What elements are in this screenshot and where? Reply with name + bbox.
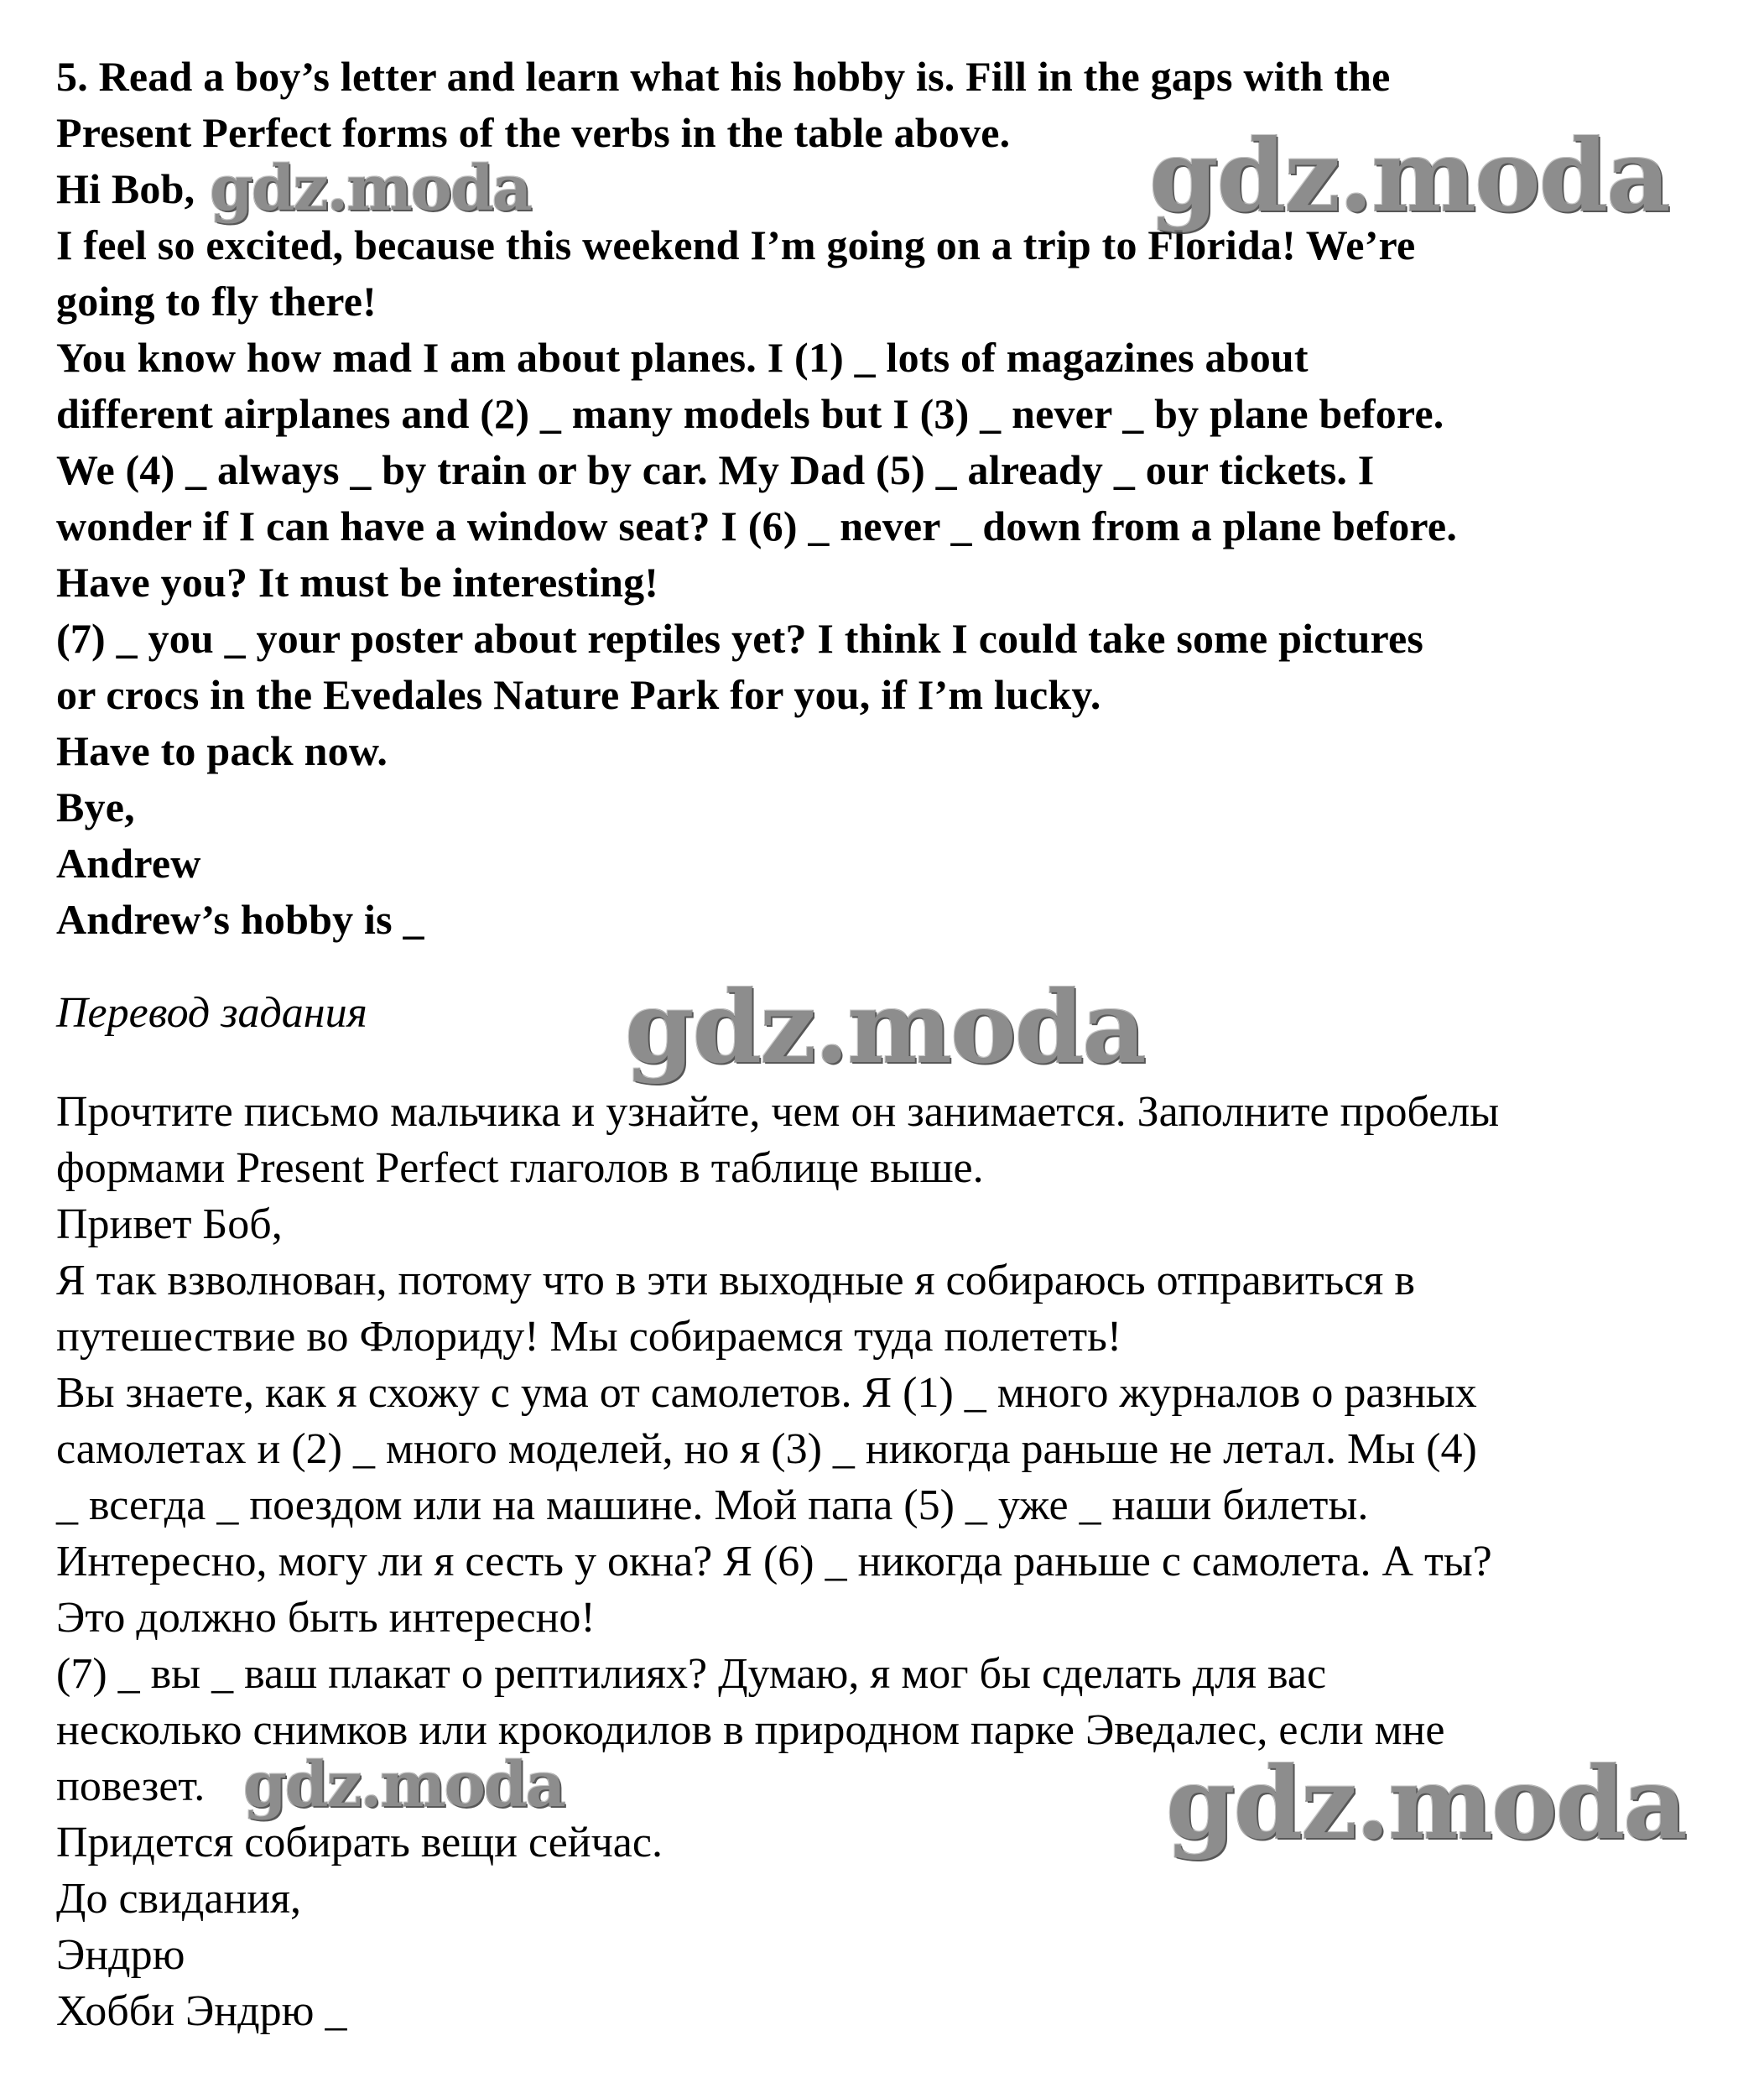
letter-signature: Andrew [56, 840, 201, 887]
watermark: gdz.moda [1149, 117, 1669, 234]
translation-line: Хобби Эндрю _ [56, 1987, 347, 2035]
watermark: gdz.moda [243, 1749, 565, 1821]
translation-line: Придется собирать вещи сейчас. [56, 1819, 663, 1866]
hobby-question: Andrew’s hobby is _ [56, 896, 424, 943]
translation-heading: Перевод задания [56, 989, 367, 1037]
translation-line: Вы знаете, как я схожу с ума от самолетов. Я (1) _ много журналов о разных [56, 1369, 1477, 1417]
letter-line: (7) _ you _ your poster about reptiles yet? I think I could take some pictures [56, 615, 1424, 662]
translation-line: путешествие во Флориду! Мы собираемся туда полететь! [56, 1313, 1122, 1361]
translation-line: формами Present Perfect глаголов в таблице выше. [56, 1144, 984, 1192]
translation-line: Привет Боб, [56, 1200, 283, 1248]
letter-line: I feel so excited, because this weekend I’m going on a trip to Florida! We’re [56, 221, 1416, 268]
translation-line: несколько снимков или крокодилов в природном парке Эведалес, если мне [56, 1706, 1445, 1754]
letter-line: You know how mad I am about planes. I (1) _ lots of magazines about [56, 334, 1309, 381]
letter-sign-off: Bye, [56, 783, 135, 830]
translation-line: самолетах и (2) _ много моделей, но я (3) _ никогда раньше не летал. Мы (4) [56, 1425, 1477, 1473]
translation-line: Эндрю [56, 1931, 185, 1979]
letter-line: Have to pack now. [56, 727, 388, 774]
letter-line: going to fly there! [56, 278, 377, 325]
letter-line: Have you? It must be interesting! [56, 559, 659, 606]
letter-line: We (4) _ always _ by train or by car. My Dad (5) _ already _ our tickets. I [56, 446, 1375, 493]
translation-line: _ всегда _ поездом или на машине. Мой папа (5) _ уже _ наши билеты. [56, 1481, 1369, 1529]
translation-line: Интересно, могу ли я сесть у окна? Я (6) _ никогда раньше с самолета. А ты? [56, 1538, 1492, 1585]
translation-line: Это должно быть интересно! [56, 1594, 596, 1642]
task-title-line-2: Present Perfect forms of the verbs in the table above. [56, 109, 1011, 156]
letter-line: or crocs in the Evedales Nature Park for you, if I’m lucky. [56, 671, 1101, 718]
translation-line: До свидания, [56, 1875, 302, 1923]
letter-line: wonder if I can have a window seat? I (6) _ never _ down from a plane before. [56, 502, 1458, 549]
translation-line: (7) _ вы _ ваш плакат о рептилиях? Думаю, я мог бы сделать для вас [56, 1650, 1327, 1698]
letter-line: different airplanes and (2) _ many models but I (3) _ never _ by plane before. [56, 390, 1444, 437]
letter-greeting: Hi Bob, [56, 165, 195, 212]
watermark: gdz.moda [1166, 1745, 1686, 1861]
translation-line: Я так взволнован, потому что в эти выходные я собираюсь отправиться в [56, 1257, 1415, 1304]
watermark: gdz.moda [625, 969, 1145, 1085]
translation-line: Прочтите письмо мальчика и узнайте, чем он занимается. Заполните пробелы [56, 1088, 1500, 1136]
task-title-line-1: 5. Read a boy’s letter and learn what his hobby is. Fill in the gaps with the [56, 53, 1391, 100]
translation-line: повезет. [56, 1762, 206, 1810]
watermark: gdz.moda [210, 153, 531, 225]
